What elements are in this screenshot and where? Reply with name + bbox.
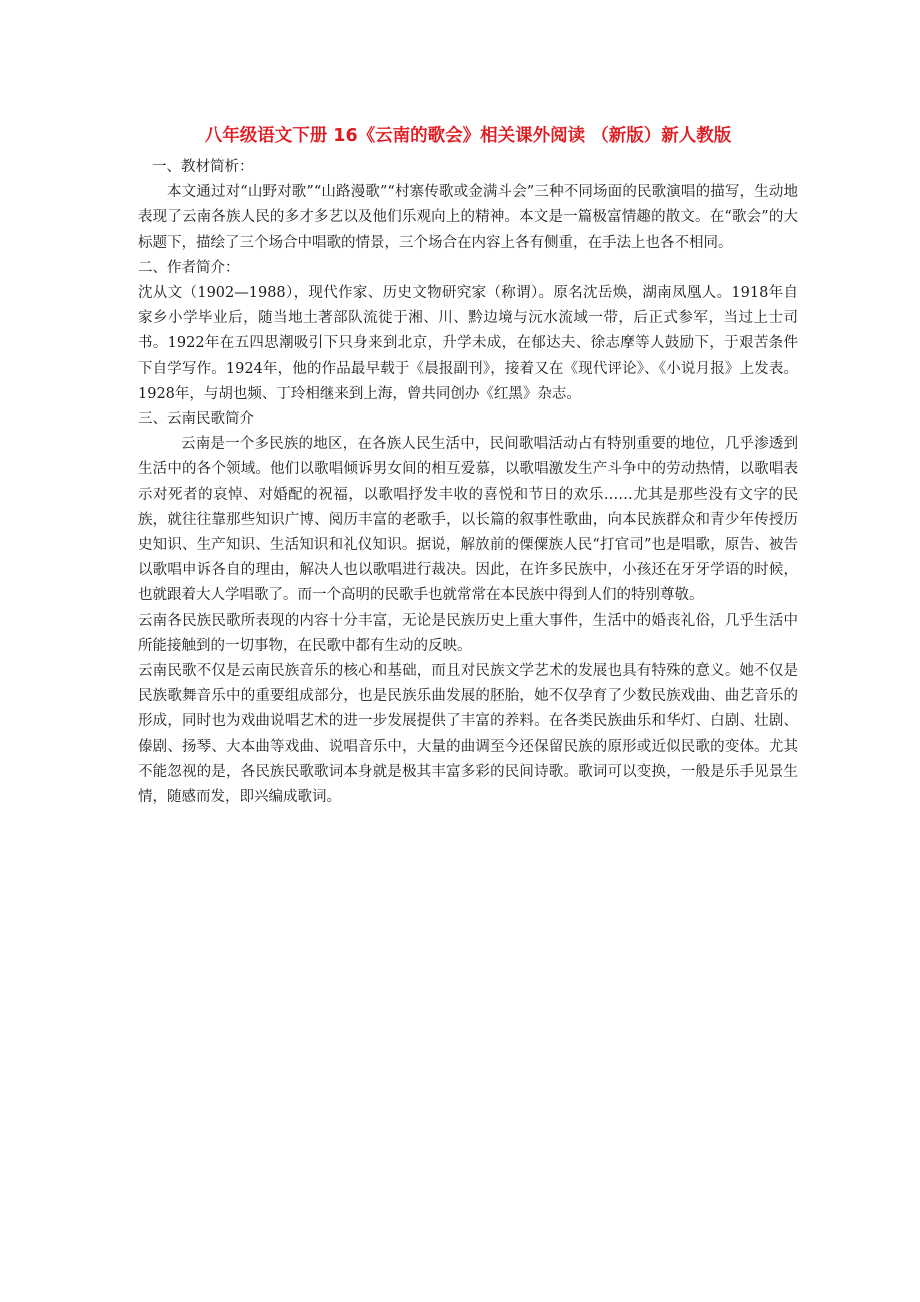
paragraph-folk-songs-significance: 云南民歌不仅是云南民族音乐的核心和基础，而且对民族文学艺术的发展也具有特殊的意义。她不仅是民族歌舞音乐中的重要组成部分，也是民族乐曲发展的胚胎，她不仅孕育了少数民族戏曲、曲艺音乐的形成，同时也为戏曲说唱艺术的进一步发展提供了丰富的养料。在各类民族曲乐和华灯、白剧、壮剧、傣剧、扬琴、大本曲等戏曲、说唱音乐中，大量的曲调至今还保留民族的原形或近似民歌的变体。尤其不能忽视的是，各民族民歌歌词本身就是极其丰富多彩的民间诗歌。歌词可以变换，一般是乐手见景生情，随感而发，即兴编成歌词。 — [138, 663, 798, 806]
document-body — [138, 122, 798, 810]
section-heading-textbook-analysis: 一、教材简析： — [152, 159, 254, 175]
paragraph-folk-songs-role: 云南是一个多民族的地区，在各族人民生活中，民间歌唱活动占有特别重要的地位，几乎渗透到生活中的各个领域。他们以歌唱倾诉男女间的相互爱慕，以歌唱激发生产斗争中的劳动热情，以歌唱表示对死者的哀悼、对婚配的祝福，以歌唱抒发丰收的喜悦和节日的欢乐……尤其是那些没有文字的民族，就往往靠那些知识广博、阅历丰富的老歌手，以长篇的叙事性歌曲，向本民族群众和青少年传授历史知识、生产知识、生活知识和礼仪知识。据说，解放前的傈僳族人民“打官司”也是唱歌，原告、被告以歌唱申诉各自的理由，解决人也以歌唱进行裁决。因此，在许多民族中，小孩还在牙牙学语的时候，也就跟着大人学唱歌了。而一个高明的民歌手也就常常在本民族中得到人们的特别尊敬。 — [138, 436, 798, 604]
section-heading-yunnan-folk-songs: 三、云南民歌简介 — [138, 411, 254, 428]
section-heading-author-intro: 二、作者简介： — [138, 259, 240, 276]
paragraph-textbook-analysis: 本文通过对“山野对歌”“山路漫歌”“村寨传歌或金满斗会”三种不同场面的民歌演唱的描写，生动地表现了云南各族人民的多才多艺以及他们乐观向上的精神。本文是一篇极富情趣的散文。在“歌会”的大标题下，描绘了三个场合中唱歌的情景，三个场合在内容上各有侧重，在手法上也各不相同。 — [138, 184, 798, 251]
document-title: 八年级语文下册 16《云南的歌会》相关课外阅读 （新版）新人教版 — [204, 126, 732, 146]
paragraph-folk-songs-content: 云南各民族民歌所表现的内容十分丰富，无论是民族历史上重大事件，生活中的婚丧礼俗，几乎生活中所能接触到的一切事物，在民歌中都有生动的反映。 — [138, 612, 798, 654]
paragraph-author-intro: 沈从文（1902—1988），现代作家、历史文物研究家（称谓）。原名沈岳焕，湖南凤凰人。1918年自家乡小学毕业后，随当地土著部队流徙于湘、川、黔边境与沅水流域一带，后正式参军，当过上士司书。1922年在五四思潮吸引下只身来到北京，升学未成，在郁达夫、徐志摩等人鼓励下，于艰苦条件下自学写作。1924年，他的作品最早载于《晨报副刊》，接着又在《现代评论》、《小说月报》上发表。1928年，与胡也频、丁玲相继来到上海，曾共同创办《红黑》杂志。 — [138, 285, 798, 402]
